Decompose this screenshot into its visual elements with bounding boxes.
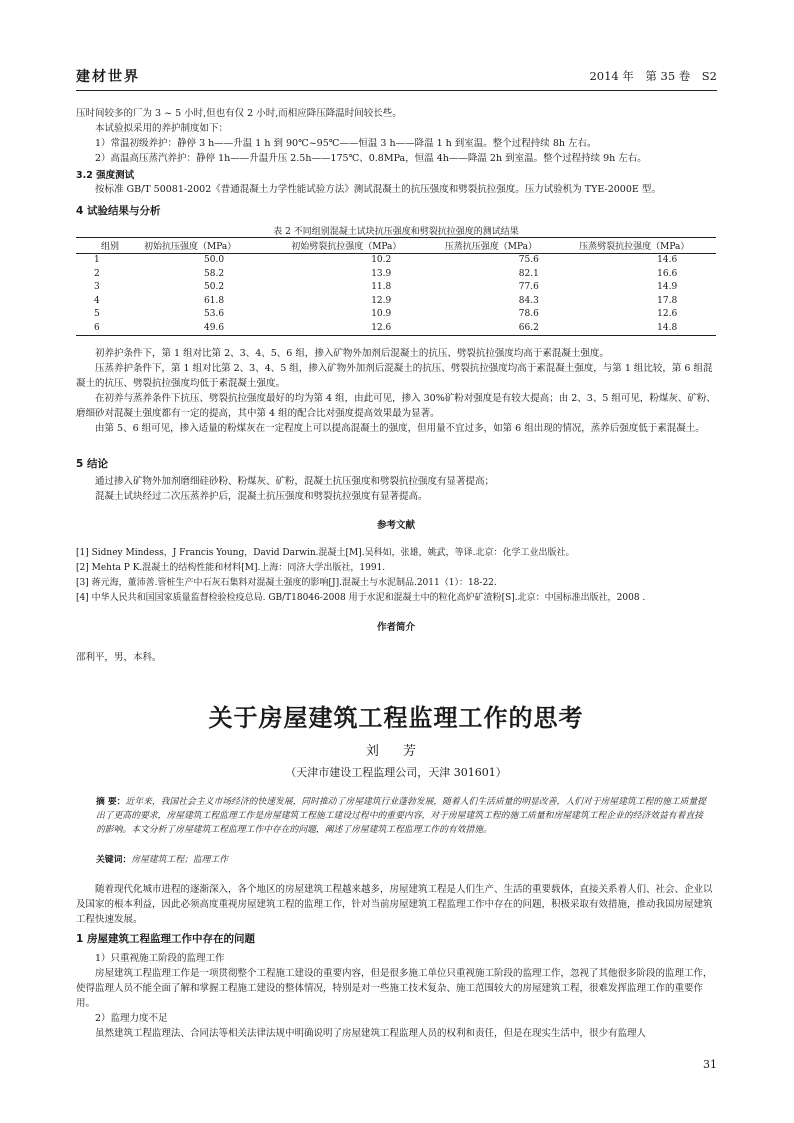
paragraph: 通过掺入矿物外加剂磨细硅砂粉、粉煤灰、矿粉，混凝土抗压强度和劈裂抗拉强度有显著提高； xyxy=(95,476,495,487)
column-header: 初始抗压强度（MPa） xyxy=(140,238,287,254)
table-cell: 49.6 xyxy=(140,322,287,336)
paragraph: 在初养与蒸养条件下抗压、劈裂抗拉强度最好的均为第 4 组，由此可见，掺入 30%矿粉对强度是有较大提高；由 2、3、5 组可见，粉煤灰、矿粉、磨细砂对混凝土强度都有一定的提高，其中第 4 组的配合比对强度提高效果最为显著。 xyxy=(76,393,716,419)
column-header: 初始劈裂抗拉强度（MPa） xyxy=(287,238,441,254)
table-cell: 58.2 xyxy=(204,268,225,279)
section-heading: 1 房屋建筑工程监理工作中存在的问题 xyxy=(76,933,255,945)
table-cell: 50.2 xyxy=(204,282,225,292)
abstract-text: 近年来，我国社会主义市场经济的快速发展，同时推动了房屋建筑行业蓬勃发展，随着人们生活质量的明显改善，人们对于房屋建筑工程的施工质量提出了更高的要求，房屋建筑工程监理工作是房屋建筑工程施工建设过程中的重要内容，对于房屋建筑工程的施工质量和房屋建筑工程企业的经济效益有着直接的影响。本文分析了房屋建筑工程监理工作中存在的问题，阐述了房屋建筑工程监理工作的有效措施。 xyxy=(96,797,707,835)
paragraph: 房屋建筑工程监理工作是一项贯彻整个工程施工建设的重要内容，但是很多施工单位只重视施工阶段的监理工作，忽视了其他很多阶段的监理工作，使得监理人员不能全面了解和掌握工程施工建设的整体情况，特别是对一些施工技术复杂、施工范围较大的房屋建筑工程，很难发挥监理工作的重要作用。 xyxy=(76,968,713,1009)
table-cell: 16.6 xyxy=(657,268,678,279)
paragraph: 本试验拟采用的养护制度如下： xyxy=(95,123,229,134)
list-item: 2）监理力度不足 xyxy=(95,1013,168,1024)
table-cell: 1 xyxy=(94,255,100,265)
table-cell: 11.8 xyxy=(371,282,392,292)
journal-name: 建材世界 xyxy=(76,69,140,85)
table-cell: 12.6 xyxy=(657,309,678,319)
table-header-row xyxy=(76,238,716,254)
article-affiliation: （天津市建设工程监理公司，天津 301601） xyxy=(285,766,507,779)
author-bio-text: 邵利平，男，本科。 xyxy=(76,652,162,663)
table-cell: 14.6 xyxy=(657,255,678,265)
paragraph: 压蒸养护条件下，第 1 组对比第 2、3、4、5 组，掺入矿物外加剂后混凝土的抗压、劈裂抗拉强度均高于素混凝土强度，与第 1 组比较，第 6 组混凝土的抗压、劈裂抗拉强度均低于素混凝土强度。 xyxy=(76,363,713,389)
reference-item: [3] 蒋元海，董沛善.管桩生产中石灰石集料对混凝土强度的影响[J].混凝土与水泥制品.2011（1）：18-22. xyxy=(76,578,497,588)
table-cell: 5 xyxy=(94,309,100,319)
table-cell: 50.0 xyxy=(204,255,225,265)
table-cell: 10.9 xyxy=(371,309,392,319)
abstract-label: 摘 要： xyxy=(96,797,126,807)
table-cell: 53.6 xyxy=(204,309,225,319)
paragraph: 按标准 GB/T 50081-2002《普通混凝土力学性能试验方法》测试混凝土的抗压强度和劈裂抗拉强度。压力试验机为 TYE-2000E 型。 xyxy=(95,184,661,195)
header-divider xyxy=(76,90,717,91)
keywords xyxy=(96,853,708,867)
table-cell: 61.8 xyxy=(204,295,225,306)
author-bio-heading: 作者简介 xyxy=(376,622,415,633)
references-heading: 参考文献 xyxy=(376,520,415,531)
table-cell: 84.3 xyxy=(518,295,539,306)
keywords-text: 房屋建筑工程；监理工作 xyxy=(131,855,228,865)
table-cell: 6 xyxy=(76,322,140,336)
list-item: 1）只重视施工阶段的监理工作 xyxy=(95,953,225,964)
table-cell: 14.9 xyxy=(657,282,678,292)
table-row xyxy=(76,308,716,322)
section-heading: 3.2 强度测试 xyxy=(76,170,135,181)
table-cell: 13.9 xyxy=(371,268,392,279)
paragraph: 虽然建筑工程监理法、合同法等相关法律法规中明确说明了房屋建筑工程监理人员的权利和责任，但是在现实生活中，很少有监理人 xyxy=(95,1028,647,1039)
section-heading: 4 试验结果与分析 xyxy=(76,205,161,217)
article-author: 刘 芳 xyxy=(365,744,427,759)
table-cell: 2 xyxy=(94,268,100,279)
paragraph: 混凝土试块经过二次压蒸养护后，混凝土抗压强度和劈裂抗拉强度有显著提高。 xyxy=(95,491,428,502)
paragraph: 随着现代化城市进程的逐渐深入，各个地区的房屋建筑工程越来越多，房屋建筑工程是人们生产、生活的重要载体，直接关系着人们、社会、企业以及国家的根本利益，因此必须高度重视房屋建筑工程的监理工作，针对当前房屋建筑工程监理工作中存在的问题，积极采取有效措施，推动我国房屋建筑工程快速发展。 xyxy=(76,884,713,925)
table-cell: 75.6 xyxy=(518,255,539,265)
column-header: 压蒸劈裂抗拉强度（MPa） xyxy=(575,238,716,254)
article-title: 关于房屋建筑工程监理工作的思考 xyxy=(208,704,584,732)
table-cell: 10.2 xyxy=(371,255,392,265)
table-cell: 12.6 xyxy=(287,322,441,336)
table-row xyxy=(76,322,716,336)
table-row xyxy=(76,268,716,282)
column-header: 压蒸抗压强度（MPa） xyxy=(441,238,575,254)
table-row xyxy=(76,295,716,309)
table-cell: 12.9 xyxy=(371,295,392,306)
reference-item: [4] 中华人民共和国国家质量监督检验检疫总局. GB/T18046-2008 用于水泥和混凝土中的粒化高炉矿渣粉[S].北京：中国标准出版社，2008 . xyxy=(76,593,646,603)
paragraph: 2）高温高压蒸汽养护：静停 1h——升温升压 2.5h——175℃、0.8MPa，恒温 4h——降温 2h 到室温。整个过程持续 9h 左右。 xyxy=(95,153,647,164)
reference-item: [1] Sidney Mindess，J Francis Young，David Darwin.混凝土[M].吴科如，张雄，姚武，等译.北京：化学工业出版社。 xyxy=(76,548,575,558)
keywords-label: 关键词： xyxy=(96,855,132,865)
table-cell: 14.8 xyxy=(575,322,716,336)
results-table xyxy=(76,237,716,336)
table-caption: 表 2 不同组别混凝土试块抗压强度和劈裂抗拉强度的测试结果 xyxy=(273,227,519,237)
table-cell: 78.6 xyxy=(518,309,539,319)
table-row xyxy=(76,254,716,268)
section-heading: 5 结论 xyxy=(76,458,108,470)
table-row xyxy=(76,281,716,295)
table-cell: 66.2 xyxy=(441,322,575,336)
table-cell: 77.6 xyxy=(518,282,539,292)
table-cell: 82.1 xyxy=(518,268,539,279)
paragraph: 1）常温初级养护：静停 3 h——升温 1 h 到 90℃~95℃——恒温 3 h——降温 1 h 到室温。整个过程持续 8h 左右。 xyxy=(95,138,597,149)
page-number: 31 xyxy=(703,1058,717,1071)
reference-item: [2] Mehta P K.混凝土的结构性能和材料[M].上海：同济大学出版社，1991. xyxy=(76,563,386,573)
issue-info: 2014 年 第 35 卷 S2 xyxy=(589,69,717,83)
column-header: 组别 xyxy=(76,238,140,254)
paragraph: 压时间较多的厂为 3 ~ 5 小时,但也有仅 2 小时,而相应降压降温时间较长些。 xyxy=(76,108,402,119)
table-cell: 3 xyxy=(94,282,100,292)
table-cell: 17.8 xyxy=(657,295,678,306)
abstract xyxy=(96,795,708,837)
table-cell: 4 xyxy=(94,295,100,306)
paragraph: 初养护条件下，第 1 组对比第 2、3、4、5、6 组，掺入矿物外加剂后混凝土的抗压、劈裂抗拉强度均高于素混凝土强度。 xyxy=(95,348,609,359)
paragraph: 由第 5、6 组可见，掺入适量的粉煤灰在一定程度上可以提高混凝土的强度，但用量不宜过多，如第 6 组出现的情况，蒸养后强度低于素混凝土。 xyxy=(95,423,705,434)
